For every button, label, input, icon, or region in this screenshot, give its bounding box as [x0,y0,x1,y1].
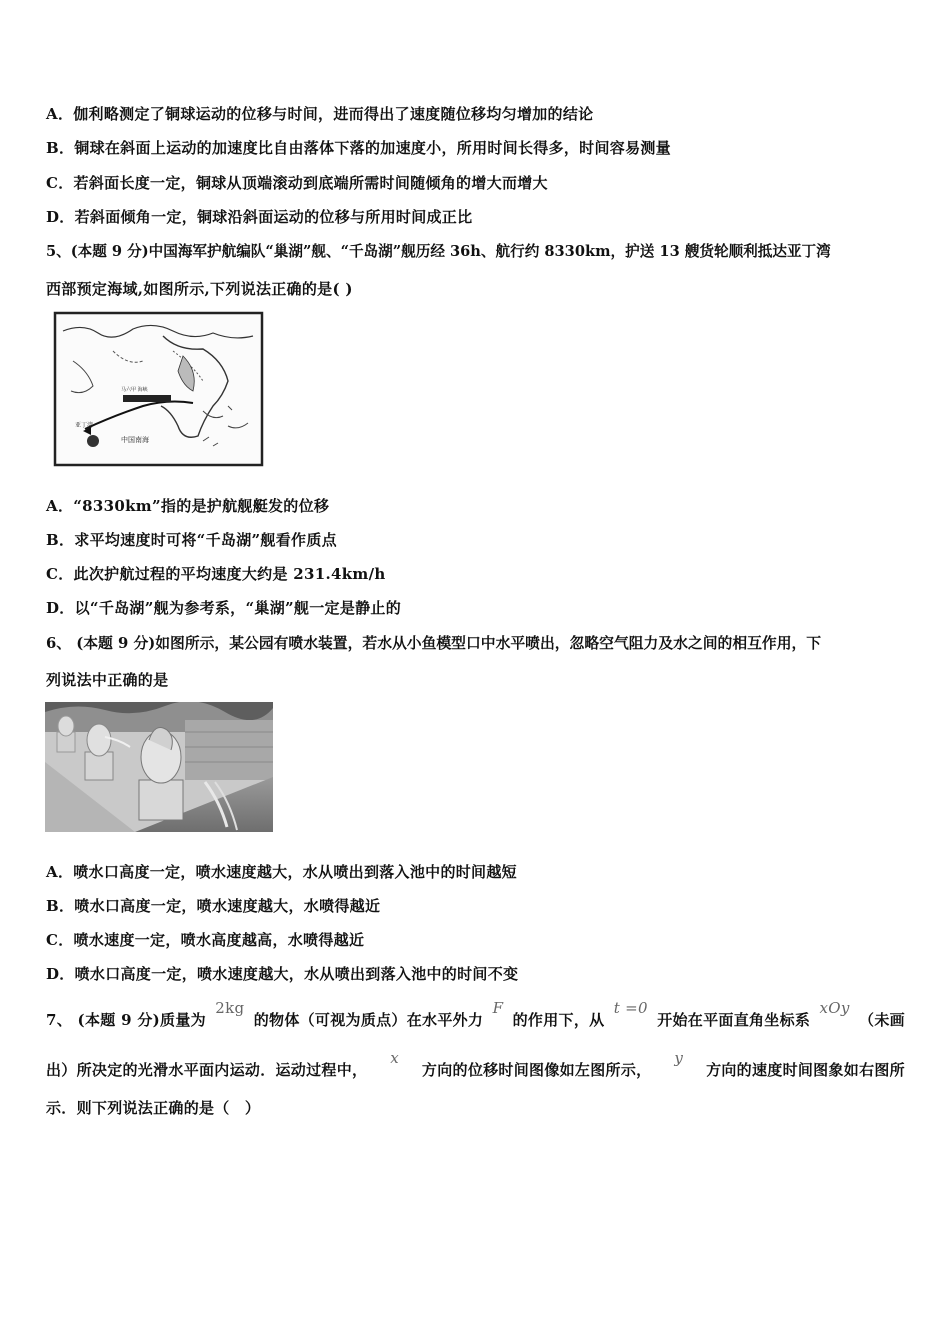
q7-yvar: y [674,1049,684,1067]
q4-option-b: B．铜球在斜面上运动的加速度比自由落体下落的加速度小，所用时间长得多，时间容易测量 [46,139,671,157]
q7-coord: xOy [819,999,850,1017]
q4-option-c: C．若斜面长度一定，铜球从顶端滚动到底端所需时间随倾角的增大而增大 [46,174,548,192]
q5-map-label-sea: 中国南海 [121,436,149,444]
q6-stem-line2: 列说法中正确的是 [46,671,169,689]
q7-text-1: 7、 (本题 9 分)质量为 [46,1011,206,1029]
q7-mass: 2kg [215,999,245,1017]
q7-stem-line3: 示．则下列说法正确的是（ ） [46,1099,261,1117]
q7-line2-b: 方向的位移时间图像如左图所示， [421,1061,652,1079]
q5-option-d: D．以“千岛湖”舰为参考系，“巢湖”舰一定是静止的 [46,599,402,617]
q7-text-4: 开始在平面直角坐标系 [657,1011,811,1029]
q6-option-b: B．喷水口高度一定，喷水速度越大，水喷得越近 [46,897,381,915]
q5-option-b: B．求平均速度时可将“千岛湖”舰看作质点 [46,531,337,549]
q5-stem-line2: 西部预定海域,如图所示,下列说法正确的是( ) [46,280,353,298]
q6-fountain-photo [45,702,273,832]
q7-stem-line2 [46,1049,905,1080]
q5-map-label-aden: 亚丁湾 [75,422,94,429]
q7-text-5: （未画 [859,1011,905,1029]
q5-map-figure [53,311,265,468]
q4-option-d: D．若斜面倾角一定，铜球沿斜面运动的位移与所用时间成正比 [46,208,473,226]
q6-option-c: C．喷水速度一定，喷水高度越高，水喷得越近 [46,931,365,949]
q5-map-label-route: 马六甲 海峡 [121,387,148,393]
q7-text-3: 的作用下，从 [512,1011,605,1029]
q7-line2-c: 方向的速度时间图象如右图所 [706,1061,905,1079]
q5-option-a: A．“8330km”指的是护航舰艇发的位移 [46,497,330,515]
q7-text-2: 的物体（可视为质点）在水平外力 [253,1011,484,1029]
q7-xvar: x [390,1049,399,1067]
q7-stem-line1 [46,999,905,1030]
q7-line2-a: 出）所决定的光滑水平面内运动．运动过程中， [46,1061,368,1079]
q5-stem-line1: 5、(本题 9 分)中国海军护航编队“巢湖”舰、“千岛湖”舰历经 36h、航行约 8330km，护送 13 艘货轮顺利抵达亚丁湾 [46,243,831,260]
q6-option-d: D．喷水口高度一定，喷水速度越大，水从喷出到落入池中的时间不变 [46,965,519,983]
q6-stem-line1: 6、 (本题 9 分)如图所示，某公园有喷水装置，若水从小鱼模型口中水平喷出，忽略空气阻力及水之间的相互作用，下 [46,635,822,652]
q7-t0: t =0 [613,999,648,1017]
q7-force: F [492,999,504,1017]
q4-option-a: A．伽利略测定了铜球运动的位移与时间，进而得出了速度随位移均匀增加的结论 [46,105,594,123]
q5-option-c: C．此次护航过程的平均速度大约是 231.4km/h [46,565,386,583]
q6-option-a: A．喷水口高度一定，喷水速度越大，水从喷出到落入池中的时间越短 [46,863,517,881]
